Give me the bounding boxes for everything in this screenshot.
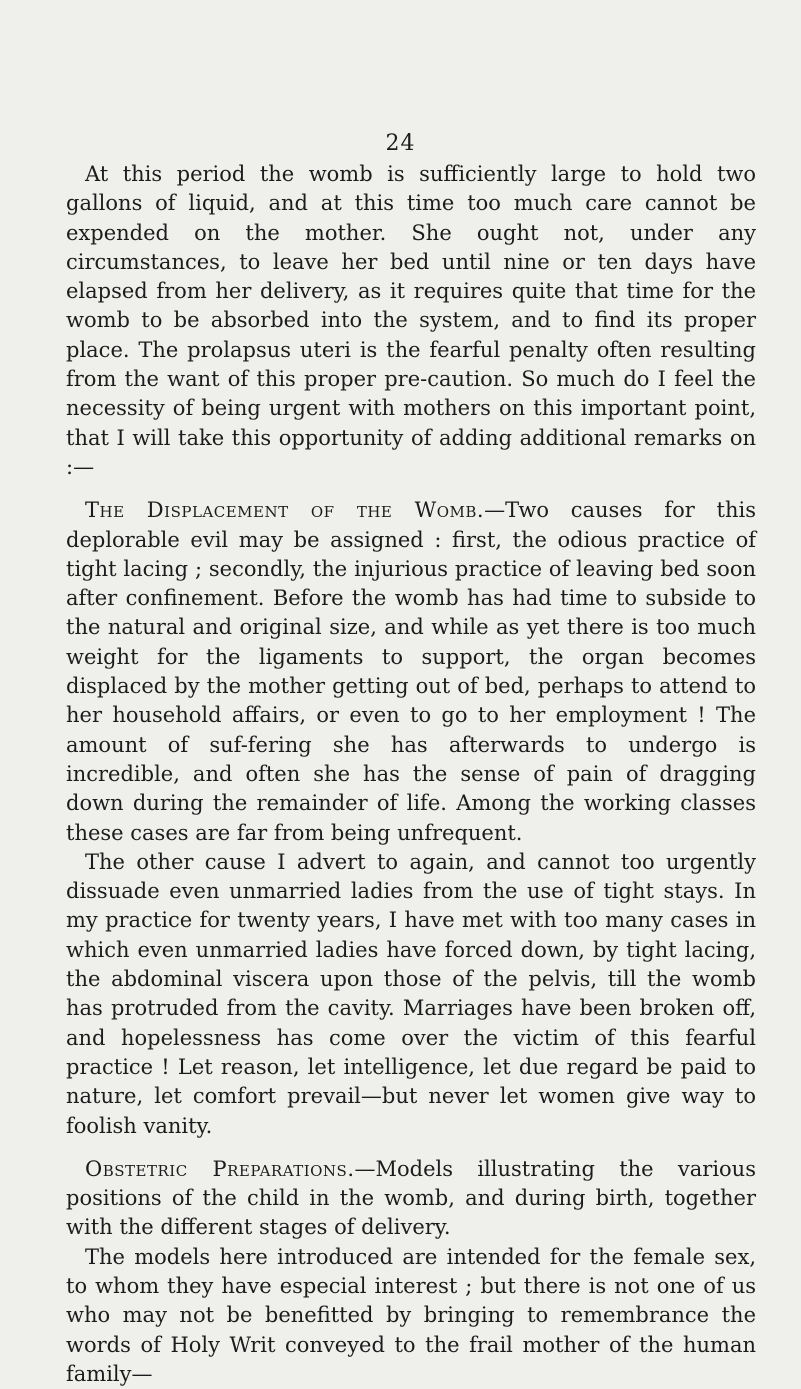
paragraph-text: —Models illustrating the various positions of the child in the womb, and during birth, together with the different stages of delivery.	[66, 1156, 756, 1240]
paragraph-displacement	[66, 496, 756, 848]
section-heading-obstetric: Obstetric Preparations.	[85, 1156, 355, 1181]
paragraph-text: —Two causes for this deplorable evil may be assigned : first, the odious practice of tight lacing ; secondly, the injurious practice of leaving bed soon after confinement. Before the womb has had time to subside to the natural and original size, and while as yet there is too much weight for the ligaments to support, the organ becomes displaced by the mother getting out of bed, perhaps to attend to her household affairs, or even to go to her employment ! The amount of suf-fering she has afterwards to undergo is incredible, and often she has the sense of pain of dragging down during the remainder of life. Among the working classes these cases are far from being unfrequent.	[66, 498, 756, 845]
section-heading-displacement: The Displacement of the Womb.	[85, 498, 485, 523]
paragraph-other-cause	[66, 848, 756, 1141]
paragraph-obstetric	[66, 1155, 756, 1243]
page-number: 24	[385, 131, 416, 156]
paragraph-models	[66, 1243, 756, 1389]
paragraph-text: The models here introduced are intended for the female sex, to whom they have especial interest ; but there is not one of us who may not be benefitted by bringing to remembrance the words of Holy Writ conveyed to the frail mother of the human family—	[66, 1244, 756, 1386]
paragraph-text: The other cause I advert to again, and cannot too urgently dissuade even unmarried ladies from the use of tight stays. In my practice for twenty years, I have met with too many cases in which even unmarried ladies have forced down, by tight lacing, the abdominal viscera upon those of the pelvis, till the womb has protruded from the cavity. Marriages have been broken off, and hopelessness has come over the victim of this fearful practice ! Let reason, let intelligence, let due regard be paid to nature, let comfort prevail—but never let women give way to foolish vanity.	[66, 849, 756, 1138]
body-text	[66, 160, 756, 1389]
paragraph-text: At this period the womb is sufficiently large to hold two gallons of liquid, and at this time too much care cannot be expended on the mother. She ought not, under any circumstances, to leave her bed until nine or ten days have elapsed from her delivery, as it requires quite that time for the womb to be absorbed into the system, and to find its proper place. The prolapsus uteri is the fearful penalty often resulting from the want of this proper pre-caution. So much do I feel the necessity of being urgent with mothers on this important point, that I will take this opportunity of adding additional remarks on :—	[66, 162, 756, 479]
paragraph-womb-period	[66, 160, 756, 482]
